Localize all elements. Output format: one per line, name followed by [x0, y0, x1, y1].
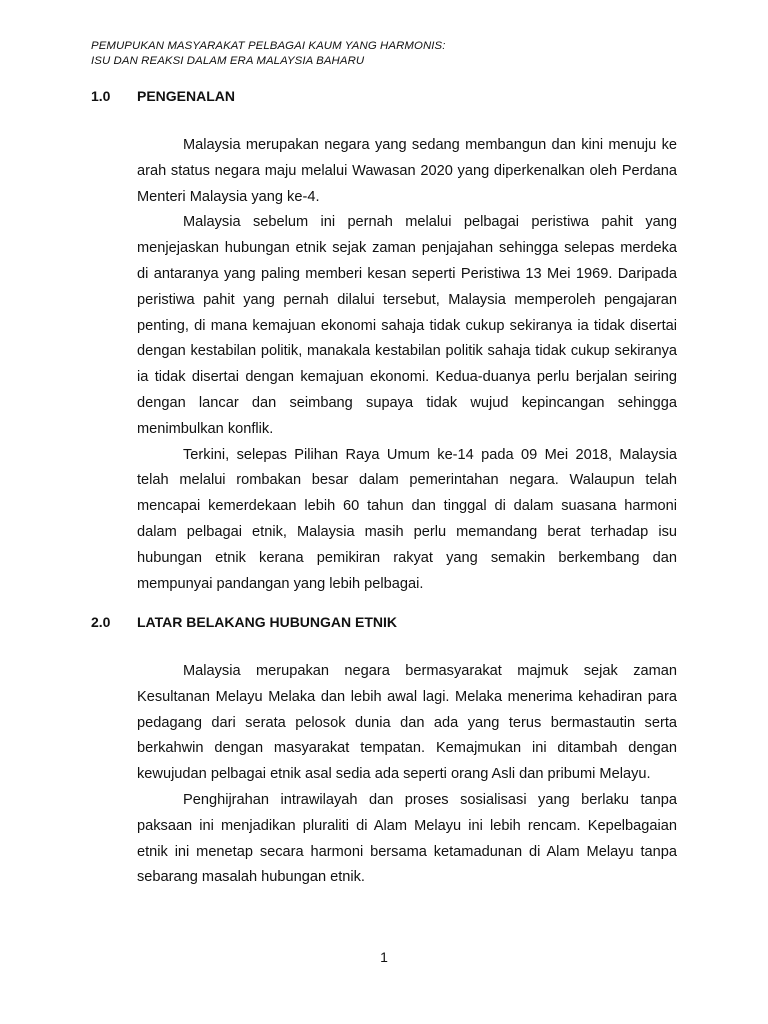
section-title: LATAR BELAKANG HUBUNGAN ETNIK	[137, 614, 398, 630]
section-number: 1.0	[91, 88, 111, 104]
section-heading-latar-belakang	[91, 612, 397, 632]
page-number: 1	[380, 949, 388, 965]
section-body-latar-belakang	[137, 659, 677, 891]
section-heading-pengenalan	[91, 86, 235, 106]
running-header-line-1: PEMUPUKAN MASYARAKAT PELBAGAI KAUM YANG HARMONIS:	[91, 40, 446, 52]
paragraph: Malaysia sebelum ini pernah melalui pelbagai peristiwa pahit yang menjejaskan hubungan etnik sejak zaman penjajahan sehingga selepas merdeka di antaranya yang paling memberi kesan seperti Peristiwa 13 Mei 1969. Daripada peristiwa pahit yang pernah dilalui tersebut, Malaysia memperoleh pengajaran penting, di mana kemajuan ekonomi sahaja tidak cukup sekiranya ia tidak disertai dengan kestabilan politik, manakala kestabilan politik sahaja tidak cukup sekiranya ia tidak disertai dengan kemajuan ekonomi. Kedua-duanya perlu berjalan seiring dengan lancar dan seimbang supaya tidak wujud kepincangan sehingga menimbulkan konflik.	[137, 214, 677, 437]
running-header	[91, 39, 691, 69]
paragraph: Malaysia merupakan negara yang sedang membangun dan kini menuju ke arah status negara maju melalui Wawasan 2020 yang diperkenalkan oleh Perdana Menteri Malaysia yang ke-4.	[137, 137, 677, 205]
running-header-line-2: ISU DAN REAKSI DALAM ERA MALAYSIA BAHARU	[91, 55, 365, 67]
paragraph: Malaysia merupakan negara bermasyarakat majmuk sejak zaman Kesultanan Melayu Melaka dan lebih awal lagi. Melaka menerima kehadiran para pedagang dari serata pelosok dunia dan ada yang terus bermastautin serta berkahwin dengan masyarakat tempatan. Kemajmukan ini ditambah dengan kewujudan pelbagai etnik asal sedia ada seperti orang Asli dan pribumi Melayu.	[137, 663, 677, 783]
paragraph: Terkini, selepas Pilihan Raya Umum ke-14 pada 09 Mei 2018, Malaysia telah melalui rombakan besar dalam pemerintahan negara. Walaupun telah mencapai kemerdekaan lebih 60 tahun dan tinggal di dalam suasana harmoni dalam pelbagai etnik, Malaysia masih perlu memandang berat terhadap isu hubungan etnik kerana pemikiran rakyat yang semakin berkembang dan mempunyai pandangan yang lebih pelbagai.	[137, 446, 677, 592]
section-body-pengenalan	[137, 133, 677, 597]
section-number: 2.0	[91, 614, 111, 630]
paragraph: Penghijrahan intrawilayah dan proses sosialisasi yang berlaku tanpa paksaan ini menjadikan pluraliti di Alam Melayu ini lebih rencam. Kepelbagaian etnik ini menetap secara harmoni bersama ketamadunan di Alam Melayu tanpa sebarang masalah hubungan etnik.	[137, 791, 677, 886]
section-title: PENGENALAN	[137, 88, 236, 104]
